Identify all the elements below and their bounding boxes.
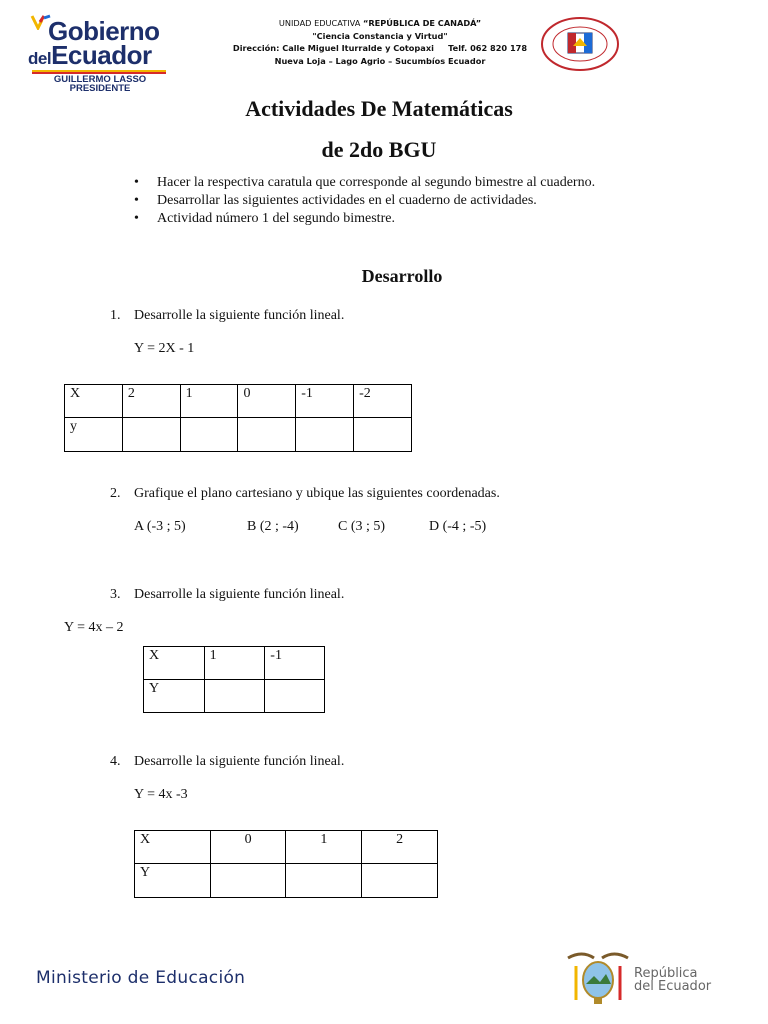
table-cell: 2	[122, 385, 180, 418]
table-cell: 1	[180, 385, 238, 418]
table-cell	[362, 864, 438, 898]
table-cell: -1	[265, 647, 325, 680]
gobierno-logo	[24, 12, 174, 94]
coordinate-a: A (-3 ; 5)	[134, 519, 186, 534]
coordinate-b: B (2 ; -4)	[247, 519, 299, 534]
exercise-4: 4. Desarrolle la siguiente función lineal.	[110, 754, 345, 769]
table-cell	[296, 418, 354, 452]
table-cell: 1	[286, 831, 362, 864]
instructions-list	[134, 174, 595, 228]
equation-4: Y = 4x -3	[134, 787, 188, 802]
table-cell	[286, 864, 362, 898]
list-item: • Actividad número 1 del segundo bimestre.	[134, 210, 595, 228]
coat-of-arms-icon	[564, 948, 632, 1006]
logo-president-name: GUILLERMO LASSO	[53, 74, 147, 85]
table-cell: Y	[144, 680, 205, 713]
school-motto: "Ciencia Constancia y Virtud"	[312, 30, 448, 41]
table-cell: X	[135, 831, 211, 864]
equation-3: Y = 4x – 2	[64, 620, 124, 635]
school-name: UNIDAD EDUCATIVA “REPÚBLICA DE CANADÁ”	[278, 18, 482, 28]
table-cell: Y	[135, 864, 211, 898]
ministerio-label: Ministerio de Educación	[36, 968, 246, 988]
section-heading: Desarrollo	[361, 266, 443, 286]
exercise-3: 3. Desarrolle la siguiente función lineal.	[110, 587, 345, 602]
table-cell	[210, 864, 286, 898]
school-seal-icon	[540, 16, 620, 72]
table-cell	[204, 680, 265, 713]
table-cell: 2	[362, 831, 438, 864]
logo-line2: delEcuador	[28, 40, 152, 70]
table-cell	[238, 418, 296, 452]
school-location: Nueva Loja – Lago Agrio – Sucumbíos Ecuador	[274, 55, 486, 66]
table-cell: y	[65, 418, 123, 452]
table-cell: -2	[354, 385, 412, 418]
logo-president-title: PRESIDENTE	[69, 83, 131, 94]
republica-label: República del Ecuador	[634, 966, 712, 994]
exercise-1: 1. Desarrolle la siguiente función lineal.	[110, 308, 345, 323]
school-address: Dirección: Calle Miguel Iturralde y Cotopaxi Telf. 062 820 178	[232, 43, 528, 53]
table-cell: 0	[238, 385, 296, 418]
table-cell: X	[65, 385, 123, 418]
coordinate-c: C (3 ; 5)	[338, 519, 386, 534]
value-table-2	[143, 646, 325, 713]
table-cell	[265, 680, 325, 713]
table-cell: 0	[210, 831, 286, 864]
table-cell	[122, 418, 180, 452]
table-cell: X	[144, 647, 205, 680]
page-title: Actividades De Matemáticas	[245, 96, 513, 121]
list-item: • Desarrollar las siguientes actividades en el cuaderno de actividades.	[134, 192, 595, 210]
exercise-2: 2. Grafique el plano cartesiano y ubique las siguientes coordenadas.	[110, 486, 500, 501]
table-cell: -1	[296, 385, 354, 418]
coordinate-d: D (-4 ; -5)	[429, 519, 487, 534]
value-table-1	[64, 384, 412, 452]
logo-line1: Gobierno	[48, 16, 160, 46]
page-subtitle: de 2do BGU	[321, 137, 437, 162]
equation-1: Y = 2X - 1	[134, 341, 195, 356]
table-cell	[354, 418, 412, 452]
school-info	[230, 17, 530, 67]
table-cell	[180, 418, 238, 452]
value-table-3	[134, 830, 438, 898]
table-cell: 1	[204, 647, 265, 680]
list-item: • Hacer la respectiva caratula que corresponde al segundo bimestre al cuaderno.	[134, 174, 595, 192]
